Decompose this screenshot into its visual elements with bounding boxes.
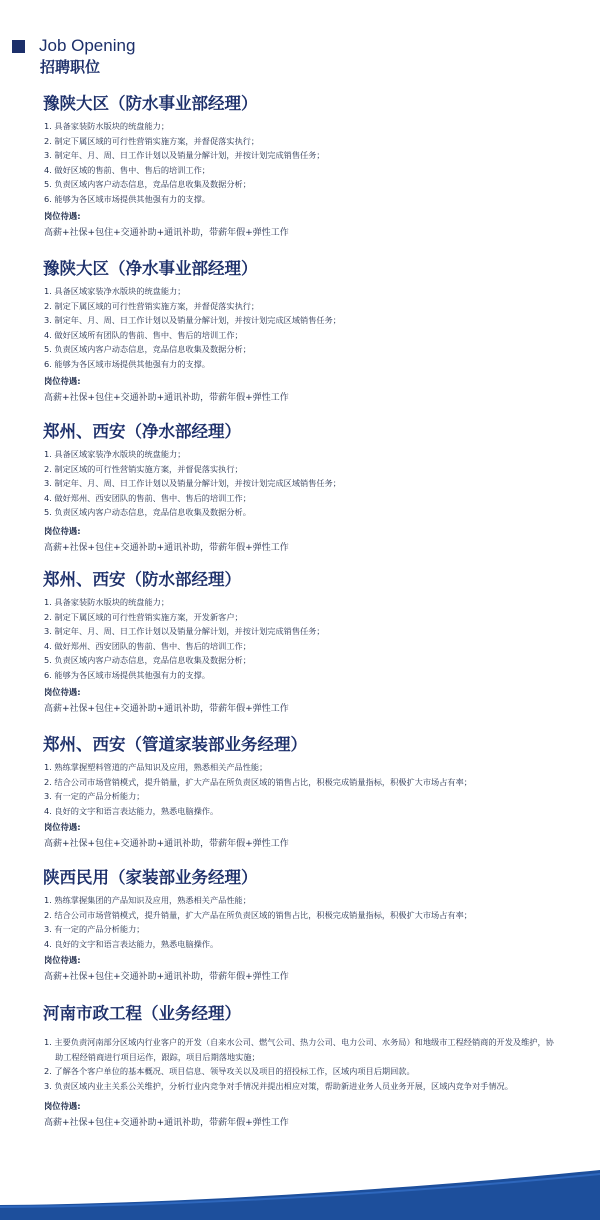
benefits-text: 高薪+社保+包住+交通补助+通讯补助，带薪年假+弹性工作 (44, 703, 289, 714)
header-en-title: Job Opening (39, 36, 136, 55)
job-section (44, 568, 564, 717)
duty-item: 5. 负责区域内客户动态信息，竞品信息收集及数据分析； (44, 344, 251, 355)
duty-item: 1. 具备区域家装净水版块的统盘能力； (44, 286, 186, 296)
duty-list (44, 595, 564, 683)
duty-item: 5. 负责区域内客户动态信息，竞品信息收集及数据分析； (44, 655, 251, 666)
duty-item: 3. 制定年、月、周、日工作计划以及销量分解计划，并按计划完成销售任务； (44, 626, 325, 637)
duty-item: 3. 制定年、月、周、日工作计划以及销量分解计划，并按计划完成区域销售任务； (44, 478, 341, 489)
duty-item: 6. 能够为各区域市场提供其他强有力的支撑。 (44, 193, 210, 204)
duty-item: 4. 做好郑州、西安团队的售前、售中、售后的培训工作； (44, 492, 251, 503)
duty-list (44, 447, 564, 520)
duty-list (44, 893, 564, 951)
benefits-label: 岗位待遇: (44, 955, 81, 966)
job-title: 豫陕大区（防水事业部经理） (43, 94, 258, 113)
duty-item: 2. 制定下属区域的可行性营销实施方案，并督促落实执行； (44, 135, 260, 146)
duty-item: 2. 结合公司市场营销模式，提升销量，扩大产品在所负责区域的销售占比，积极完成销量指标，积极扩大市场占有率； (44, 909, 472, 920)
job-title: 郑州、西安（净水部经理） (43, 422, 241, 441)
duty-item: 4. 做好郑州、西安团队的售前、售中、售后的培训工作； (44, 640, 251, 651)
duty-item: 1. 具备家装防水版块的统盘能力； (44, 597, 170, 607)
duty-item: 2. 结合公司市场营销模式，提升销量，扩大产品在所负责区域的销售占比，积极完成销量指标，积极扩大市场占有率； (44, 776, 472, 787)
job-section (44, 257, 564, 406)
duty-item: 2. 制定下属区域的可行性营销实施方案，并督促落实执行； (44, 300, 260, 311)
benefits-text: 高薪+社保+包住+交通补助+通讯补助，带薪年假+弹性工作 (44, 542, 289, 553)
duty-list (44, 284, 564, 372)
duty-item: 4. 良好的文字和语言表达能力，熟悉电脑操作。 (44, 938, 219, 949)
duty-item: 1. 具备家装防水版块的统盘能力； (44, 121, 170, 131)
duty-item: 2. 了解各个客户单位的基本概况、项目信息、领导攻关以及项目的招投标工作，区域内项目后期回款。 (44, 1066, 415, 1077)
benefits-label: 岗位待遇: (44, 210, 81, 221)
benefits-label: 岗位待遇: (44, 686, 81, 697)
duty-list (44, 760, 564, 818)
duty-list (44, 1035, 554, 1093)
wave-shape (0, 1170, 600, 1220)
page-header (12, 36, 135, 77)
duty-item: 1. 熟练掌握集团的产品知识及应用，熟悉相关产品性能； (44, 895, 251, 905)
duty-item: 6. 能够为各区域市场提供其他强有力的支撑。 (44, 358, 210, 369)
benefits-label: 岗位待遇: (44, 525, 81, 536)
duty-item: 1. 熟练掌握塑料管道的产品知识及应用，熟悉相关产品性能； (44, 762, 268, 772)
duty-item: 2. 制定下属区域的可行性营销实施方案，开发新客户； (44, 611, 243, 622)
duty-item: 4. 做好区域所有团队的售前、售中、售后的培训工作； (44, 329, 243, 340)
benefits-text: 高薪+社保+包住+交通补助+通讯补助，带薪年假+弹性工作 (44, 392, 289, 403)
header-cn-title: 招聘职位 (40, 58, 101, 76)
decorative-wave (0, 1160, 600, 1220)
job-title: 郑州、西安（防水部经理） (43, 570, 241, 589)
job-section (44, 733, 564, 852)
job-title: 豫陕大区（净水事业部经理） (43, 259, 258, 278)
benefits-text: 高薪+社保+包住+交通补助+通讯补助，带薪年假+弹性工作 (44, 227, 289, 238)
job-title: 郑州、西安（管道家装部业务经理） (43, 735, 307, 754)
duty-item: 3. 有一定的产品分析能力； (44, 791, 145, 802)
benefits-label: 岗位待遇: (44, 1101, 81, 1112)
benefits-text: 高薪+社保+包住+交通补助+通讯补助，带薪年假+弹性工作 (44, 1118, 289, 1129)
duty-item: 6. 能够为各区域市场提供其他强有力的支撑。 (44, 669, 210, 680)
duty-item: 1. 具备区域家装净水版块的统盘能力； (44, 449, 186, 459)
duty-item: 4. 良好的文字和语言表达能力，熟悉电脑操作。 (44, 805, 219, 816)
job-title: 陕西民用（家装部业务经理） (43, 868, 258, 887)
duty-list (44, 119, 564, 207)
square-bullet-icon (12, 40, 25, 53)
benefits-label: 岗位待遇: (44, 375, 81, 386)
benefits-label: 岗位待遇: (44, 822, 81, 833)
job-section (44, 420, 564, 556)
duty-item: 5. 负责区域内客户动态信息，竞品信息收集及数据分析； (44, 179, 251, 190)
duty-item: 2. 制定区域的可行性营销实施方案，并督促落实执行； (44, 463, 243, 474)
job-section (44, 1002, 564, 1131)
job-title: 河南市政工程（业务经理） (43, 1004, 241, 1023)
benefits-text: 高薪+社保+包住+交通补助+通讯补助，带薪年假+弹性工作 (44, 972, 289, 983)
duty-item: 3. 有一定的产品分析能力； (44, 924, 145, 935)
duty-item: 3. 负责区域内业主关系公关维护，分析行业内竞争对手情况并提出相应对策，帮助新进业务人员业务开展，区域内竞争对手情况。 (44, 1080, 513, 1091)
duty-item: 1. 主要负责河南部分区域内行业客户的开发（自来水公司、燃气公司、热力公司、电力公司、水务局）和地级市工程经销商的开发及维护，协助工程经销商进行项目运作，跟踪，项目后期落地实施； (44, 1037, 554, 1062)
duty-item: 3. 制定年、月、周、日工作计划以及销量分解计划，并按计划完成销售任务； (44, 150, 325, 161)
duty-item: 4. 做好区域的售前、售中、售后的培训工作； (44, 164, 210, 175)
job-section (44, 92, 564, 241)
benefits-text: 高薪+社保+包住+交通补助+通讯补助，带薪年假+弹性工作 (44, 839, 289, 850)
duty-item: 5. 负责区域内客户动态信息，竞品信息收集及数据分析。 (44, 507, 251, 518)
job-section (44, 866, 564, 985)
duty-item: 3. 制定年、月、周、日工作计划以及销量分解计划，并按计划完成区域销售任务； (44, 315, 341, 326)
